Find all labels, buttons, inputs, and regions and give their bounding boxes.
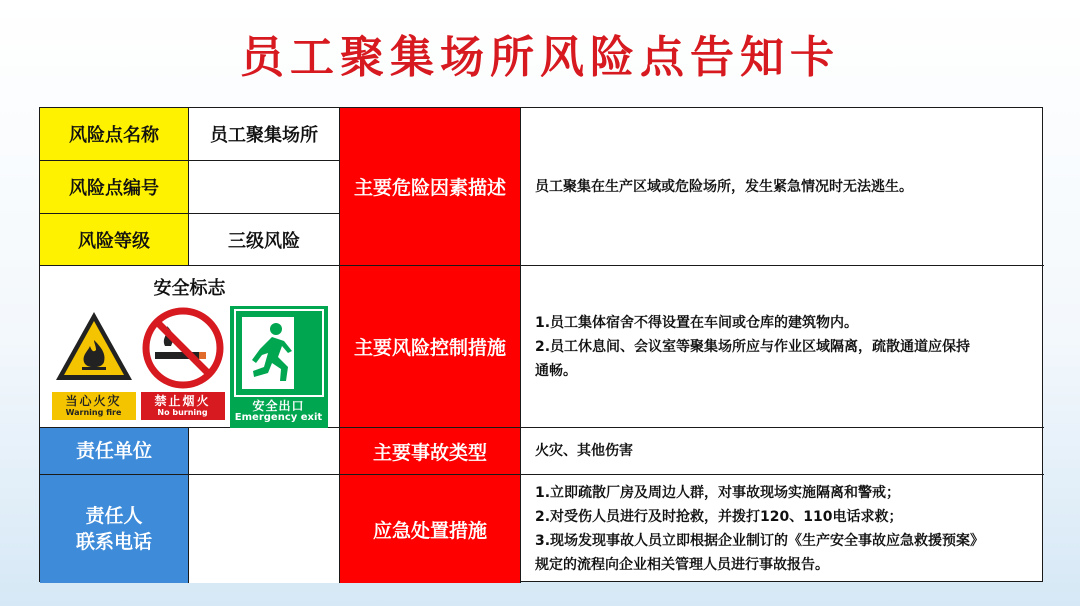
control-title: 主要风险控制措施 xyxy=(340,266,521,428)
responsible-person-line1: 责任人 xyxy=(85,505,143,527)
responsible-unit-value xyxy=(189,428,340,475)
risk-level-label: 风险等级 xyxy=(40,214,189,266)
no-smoking-caption xyxy=(141,392,225,420)
emergency-line: 2.对受伤人员进行及时抢救，并拨打120、110电话求救； xyxy=(535,509,903,525)
warning-fire-en: Warning fire xyxy=(65,407,122,417)
emergency-line: 规定的流程向企业相关管理人员进行事故报告。 xyxy=(535,557,829,573)
emergency-exit-en: Emergency exit xyxy=(234,412,323,423)
safety-signs-panel xyxy=(40,266,340,428)
emergency-exit-cn: 安全出口 xyxy=(252,399,305,413)
warning-fire-caption xyxy=(52,392,136,420)
emergency-line: 1.立即疏散厂房及周边人群，对事故现场实施隔离和警戒； xyxy=(535,485,901,501)
responsible-person-value xyxy=(189,475,340,583)
no-smoking-en: No burning xyxy=(157,407,208,417)
emergency-title: 应急处置措施 xyxy=(340,475,521,583)
no-smoking-cn: 禁止烟火 xyxy=(154,393,211,408)
emergency-measures-list xyxy=(535,481,984,577)
hazard-title: 主要危险因素描述 xyxy=(340,108,521,266)
responsible-person-label xyxy=(40,475,189,583)
responsible-unit-label: 责任单位 xyxy=(40,428,189,475)
risk-number-value xyxy=(189,161,340,214)
accident-title: 主要事故类型 xyxy=(340,428,521,475)
control-measures-list xyxy=(535,311,970,383)
risk-level-value: 三级风险 xyxy=(189,214,340,266)
emergency-line: 3.现场发现事故人员立即根据企业制订的《生产安全事故应急救援预案》 xyxy=(535,533,985,549)
risk-number-label: 风险点编号 xyxy=(40,161,189,214)
emergency-exit-image xyxy=(234,309,324,397)
page-title: 员工聚集场所风险点告知卡 xyxy=(240,32,840,83)
risk-notice-card xyxy=(39,107,1043,582)
emergency-exit-icon xyxy=(236,311,322,395)
control-line: 1.员工集体宿舍不得设置在车间或仓库的建筑物内。 xyxy=(535,314,859,331)
warning-fire-icon xyxy=(52,306,136,390)
sign-no-smoking xyxy=(141,306,225,435)
sign-warning-fire xyxy=(52,306,136,435)
sign-emergency-exit xyxy=(230,306,328,435)
accident-types: 火灾、其他伤害 xyxy=(521,428,1044,475)
emergency-exit-caption xyxy=(235,400,322,423)
warning-fire-cn: 当心火灾 xyxy=(65,393,122,408)
no-smoking-icon xyxy=(141,306,225,390)
emergency-exit-panel xyxy=(230,306,328,435)
emergency-measures xyxy=(521,475,1044,583)
responsible-person-line2: 联系电话 xyxy=(75,531,152,553)
hazard-description: 员工聚集在生产区域或危险场所，发生紧急情况时无法逃生。 xyxy=(521,108,1044,266)
control-measures xyxy=(521,266,1044,428)
risk-name-value: 员工聚集场所 xyxy=(189,108,340,161)
safety-signs-title: 安全标志 xyxy=(153,278,226,299)
risk-name-label: 风险点名称 xyxy=(40,108,189,161)
control-line: 通畅。 xyxy=(535,362,577,379)
control-line: 2.员工休息间、会议室等聚集场所应与作业区域隔离，疏散通道应保持 xyxy=(535,338,971,355)
safety-signs-row xyxy=(52,306,328,435)
